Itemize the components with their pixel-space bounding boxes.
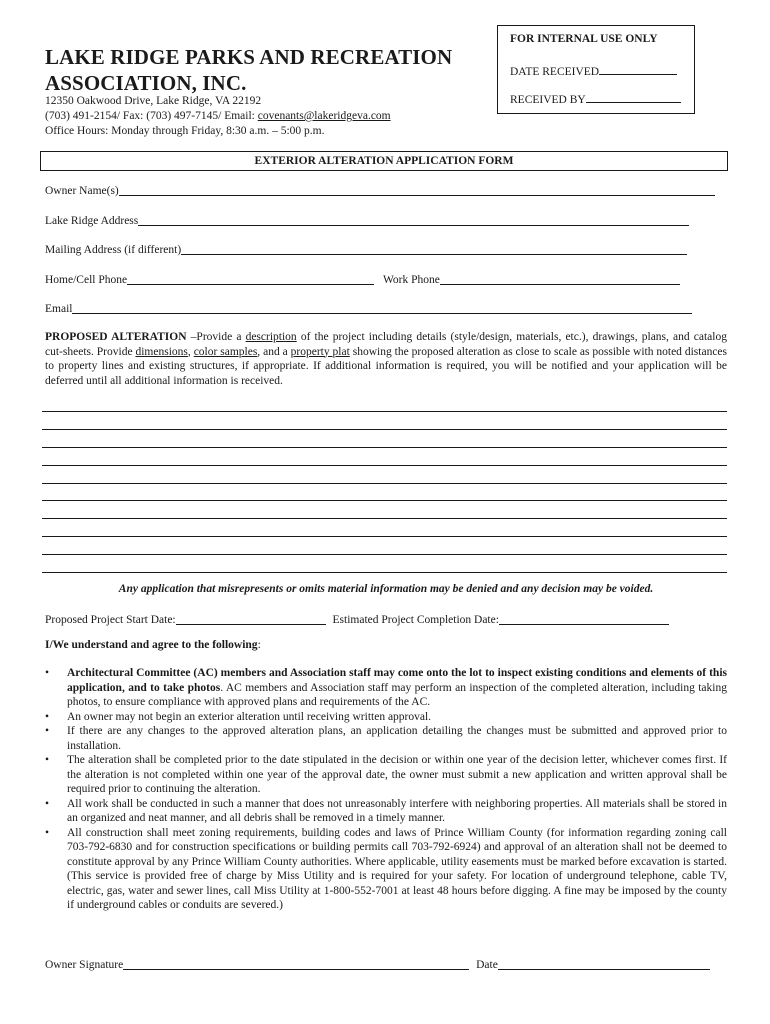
bullet-icon: •: [45, 710, 50, 723]
owner-signature-field[interactable]: [123, 958, 469, 970]
mailing-address-field[interactable]: [181, 243, 687, 255]
email-link[interactable]: covenants@lakeridgeva.com: [257, 110, 391, 122]
bullet-icon: •: [45, 826, 50, 839]
description-line[interactable]: [42, 572, 727, 573]
internal-use-title: FOR INTERNAL USE ONLY: [510, 33, 658, 45]
owner-names-row: [45, 183, 715, 199]
agreement-title: I/We understand and agree to the following:: [45, 639, 261, 651]
phone-row: [45, 272, 680, 288]
description-line[interactable]: [42, 483, 727, 484]
email-field[interactable]: [72, 302, 692, 314]
signature-date-field[interactable]: [498, 958, 710, 970]
received-by-label: RECEIVED BY: [510, 94, 586, 106]
list-item: • If there are any changes to the approved alteration plans, an application detailing the changes must be submitted and approved prior to installation.: [45, 725, 727, 752]
description-line[interactable]: [42, 429, 727, 430]
work-phone-label: Work Phone: [382, 274, 440, 286]
lake-ridge-address-field[interactable]: [138, 214, 689, 226]
bullet-icon: •: [45, 754, 50, 766]
proposed-alteration-paragraph: PROPOSED ALTERATION –Provide a description of the project including details (style/design, materials, etc.), drawings, plans, and catalog cut-sheets. Provide dimensions, color samples, and a property plat showing the proposed alteration as close to scale as possible with noted distances to property lines and existing structures, if appropriate. If additional information is required, you will be notified and your application will be deferred until all additional information is received.: [45, 331, 728, 387]
start-date-label: Proposed Project Start Date:: [45, 614, 176, 626]
list-item: • Architectural Committee (AC) members and Association staff may come onto the lot to inspect existing conditions and elements of this application, and to take photos. AC members and Association staff may perform an inspection of the completed alteration, including taking photos, to ensure compliance with approved plans and requirements of the AC.: [45, 667, 727, 708]
internal-use-box: [497, 25, 695, 114]
mailing-address-label: Mailing Address (if different): [45, 244, 182, 256]
description-line[interactable]: [42, 411, 727, 412]
signature-date-label: Date: [476, 959, 498, 971]
email-label: Email: [45, 303, 73, 315]
lake-ridge-address-row: [45, 213, 689, 229]
list-item: • All work shall be conducted in such a manner that does not unreasonably interfere with neighboring properties. All materials shall be stored in an organized and neat manner, and all debris shall be removed in a timely manner.: [45, 797, 727, 824]
received-by-row: [510, 92, 681, 106]
completion-date-label: Estimated Project Completion Date:: [332, 614, 499, 626]
proposed-alteration-heading: PROPOSED ALTERATION: [45, 331, 187, 343]
list-item: • The alteration shall be completed prior to the date stipulated in the decision or within one year of the decision letter, whichever comes first. If the alteration is not completed within one year of the approval date, the owner must submit a new application and written approval shall be required prior to continuing the alteration.: [45, 754, 727, 795]
home-cell-phone-label: Home/Cell Phone: [45, 274, 128, 286]
list-item: • All construction shall meet zoning requirements, building codes and laws of Prince William County (for information regarding zoning call 703-792-6830 and for construction specifications or building permits call 703-792-6924) and approval of an alteration shall not be deemed to constitute approval by any Prince William County authorities. Where applicable, utility easements must be marked before excavation is started. (This service is provided free of charge by Miss Utility and is required for your safety. For location of underground telephone, cable TV, electric, gas, water and sewer lines, call Miss Utility at 1-800-552-7001 at least 48 hours before digging. A fine may be imposed by the county if underground cables or conduits are severed.): [45, 826, 727, 911]
bullet-icon: •: [45, 725, 50, 737]
description-line[interactable]: [42, 500, 727, 501]
description-line[interactable]: [42, 465, 727, 466]
signature-row: [45, 957, 710, 973]
organization-name: [45, 44, 452, 96]
owner-signature-label: Owner Signature: [45, 959, 124, 971]
email-row: [45, 301, 692, 317]
date-received-row: [510, 64, 677, 78]
org-address: 12350 Oakwood Drive, Lake Ridge, VA 22192: [45, 95, 262, 107]
mailing-address-row: [45, 242, 687, 258]
bullet-icon: •: [45, 797, 50, 810]
misrepresentation-warning: Any application that misrepresents or omits material information may be denied and any decision may be voided.: [118, 583, 654, 595]
bullet-icon: •: [45, 667, 50, 679]
owner-names-label: Owner Name(s): [45, 185, 119, 197]
agreement-list: [45, 666, 727, 913]
description-line[interactable]: [42, 554, 727, 555]
list-item: • An owner may not begin an exterior alteration until receiving written approval.: [45, 710, 432, 723]
owner-names-field[interactable]: [119, 184, 715, 196]
org-contact-block: [45, 94, 391, 139]
completion-date-field[interactable]: [499, 613, 669, 625]
home-cell-phone-field[interactable]: [127, 273, 374, 285]
received-by-field[interactable]: [586, 92, 681, 103]
office-hours: Office Hours: Monday through Friday, 8:30 a.m. – 5:00 p.m.: [45, 125, 325, 137]
description-line[interactable]: [42, 518, 727, 519]
date-received-field[interactable]: [599, 64, 677, 75]
work-phone-field[interactable]: [440, 273, 680, 285]
start-date-field[interactable]: [176, 613, 326, 625]
org-name-line1: LAKE RIDGE PARKS AND RECREATION: [45, 45, 453, 69]
description-line[interactable]: [42, 536, 727, 537]
date-received-label: DATE RECEIVED: [510, 66, 600, 78]
org-phone-fax-email: (703) 491-2154/ Fax: (703) 497-7145/ Email: covenants@lakeridgeva.com: [45, 110, 391, 122]
lake-ridge-address-label: Lake Ridge Address: [45, 215, 139, 227]
org-name-line2: ASSOCIATION, INC.: [45, 71, 247, 95]
project-dates-row: [45, 612, 669, 628]
form-title: EXTERIOR ALTERATION APPLICATION FORM: [40, 151, 728, 171]
description-line[interactable]: [42, 447, 727, 448]
